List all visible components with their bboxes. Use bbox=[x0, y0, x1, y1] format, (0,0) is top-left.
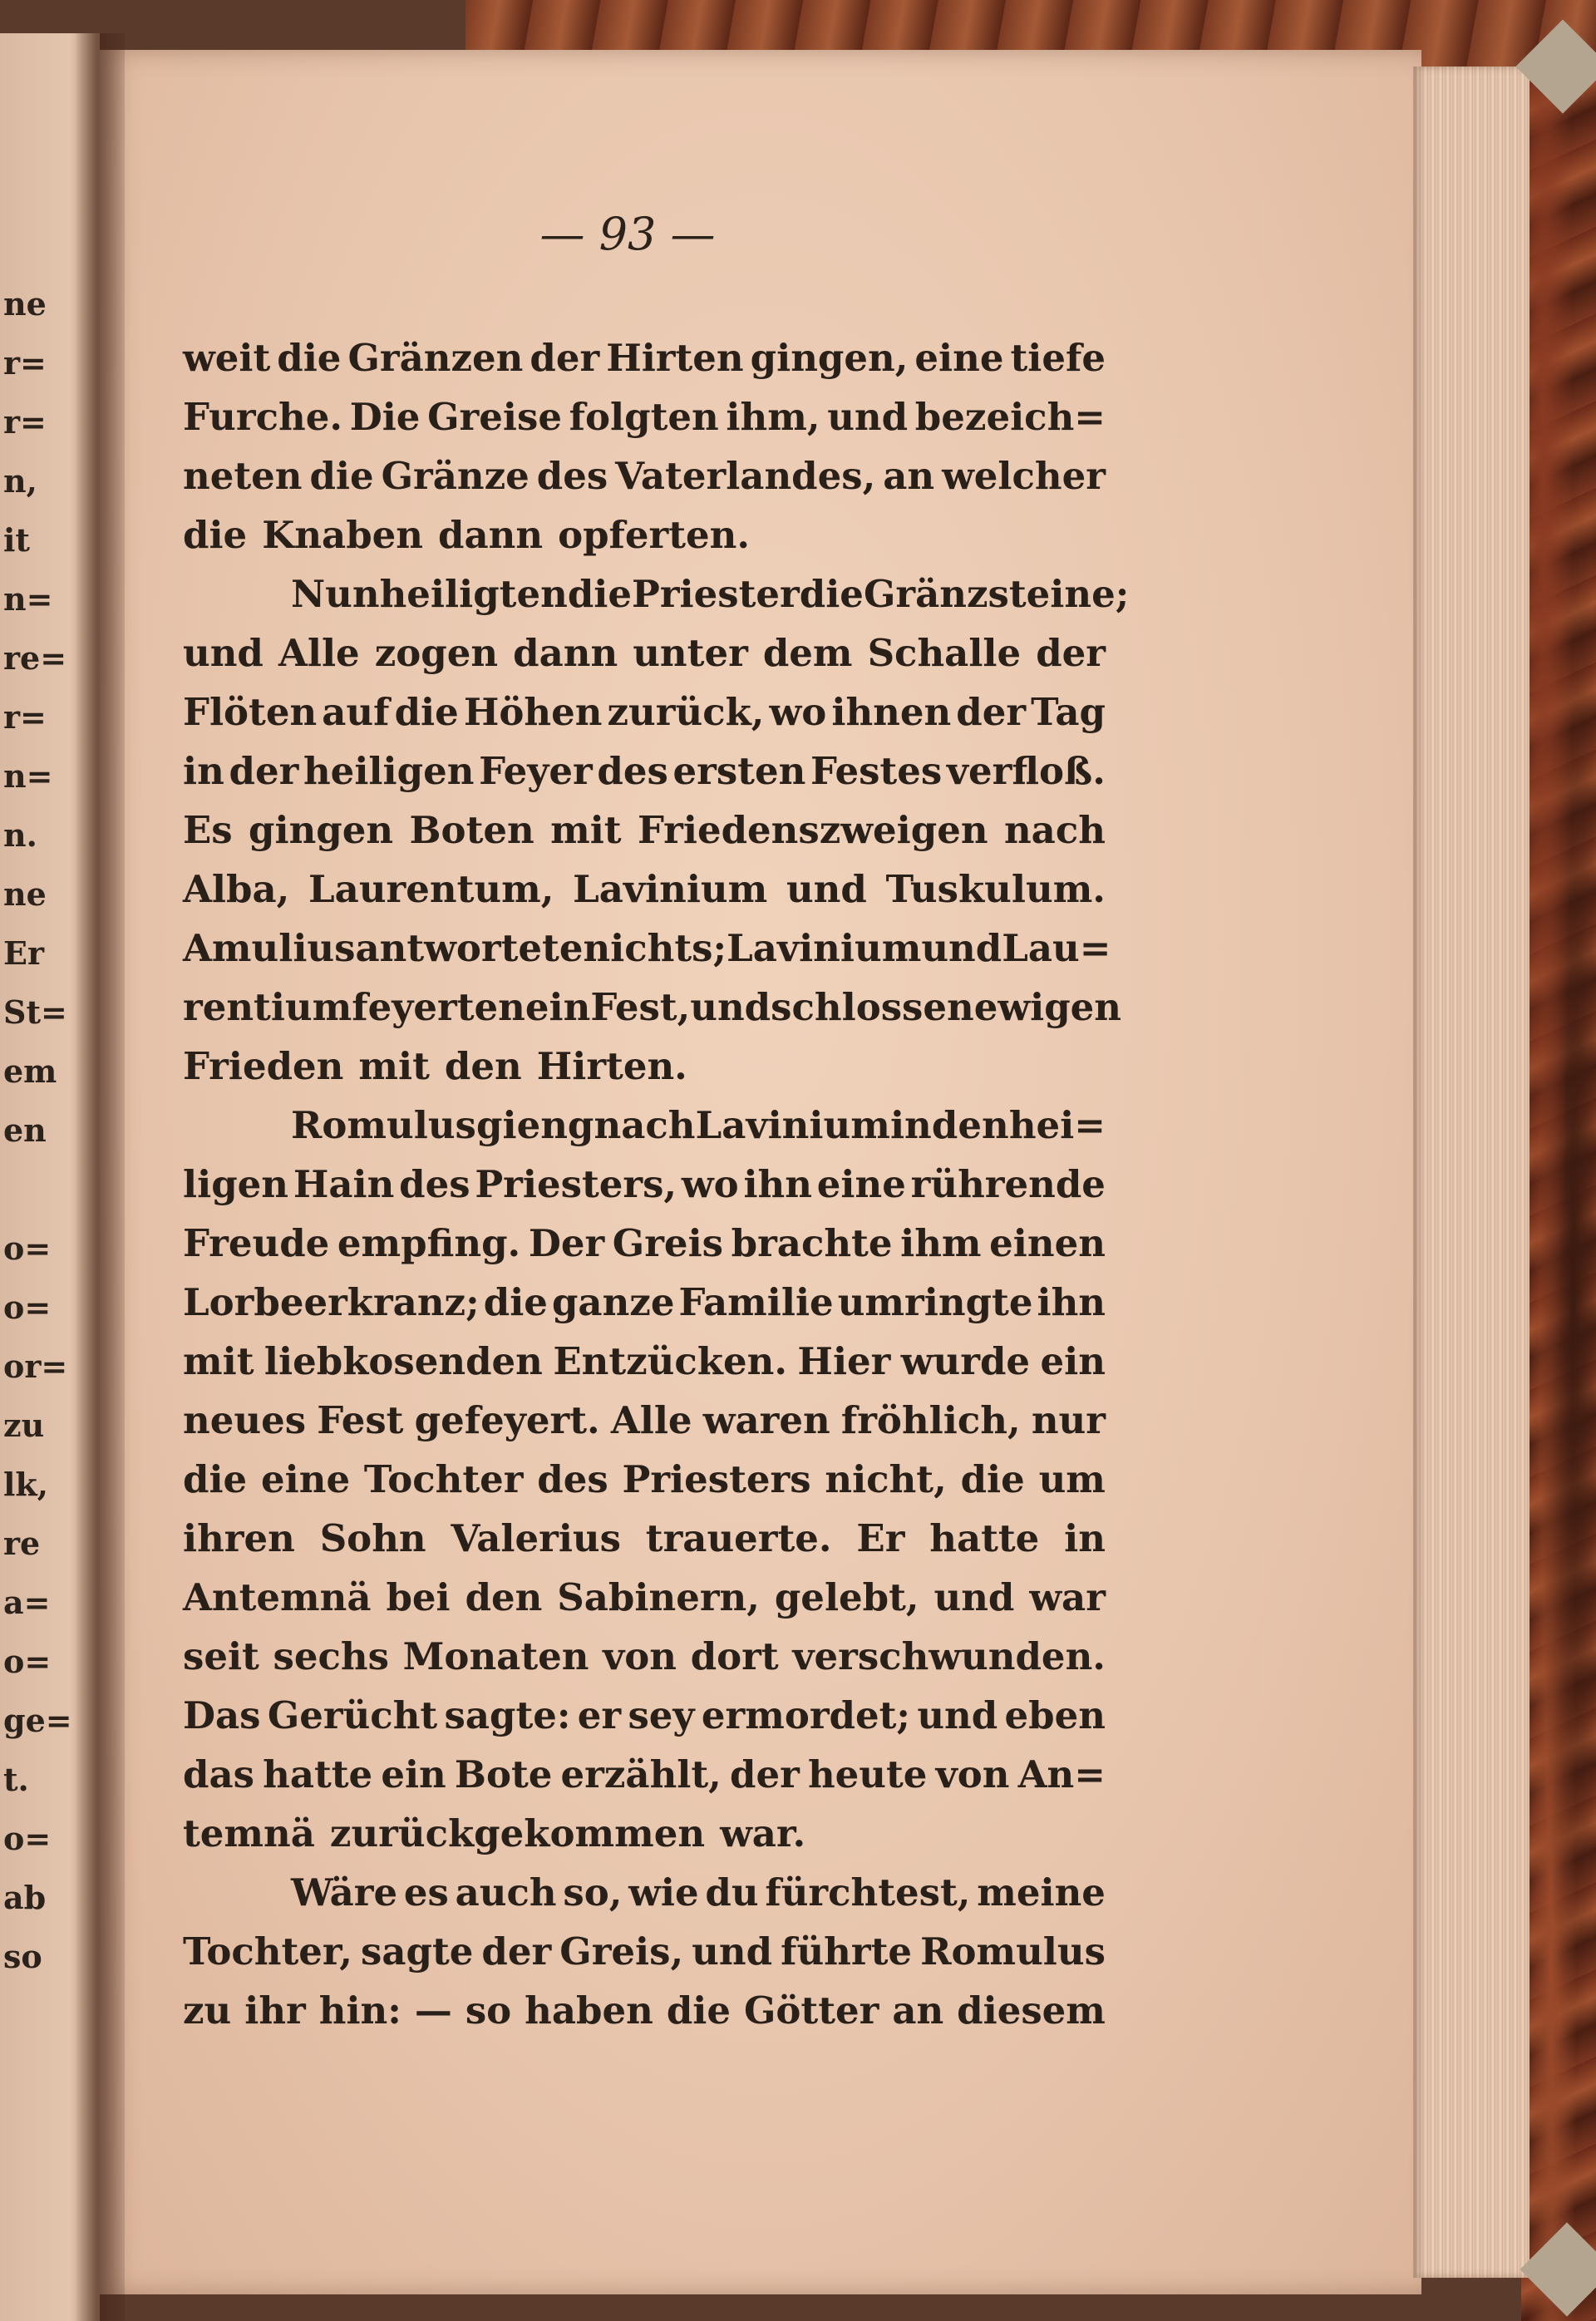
text-line: Frieden mit den Hirten. bbox=[183, 1044, 687, 1088]
left-page-fragment: n. bbox=[3, 816, 37, 854]
text-line: Antemnä bei den Sabinern, gelebt, und war bbox=[183, 1575, 1106, 1619]
text-line: weit die Gränzen der Hirten gingen, eine tiefe bbox=[183, 336, 1106, 380]
text-line: Tochter, sagte der Greis, und führte Romulus bbox=[183, 1929, 1106, 1974]
left-page-fragment: n= bbox=[3, 580, 53, 618]
text-line: neues Fest gefeyert. Alle waren fröhlich, nur bbox=[183, 1398, 1106, 1442]
left-page-fragment: n, bbox=[3, 462, 37, 500]
left-page-fragment: t. bbox=[3, 1761, 29, 1798]
left-page-fragment: o= bbox=[3, 1289, 52, 1326]
left-page-fragment: zu bbox=[3, 1407, 45, 1444]
left-page-fragment: re= bbox=[3, 639, 67, 677]
text-line: ligen Hain des Priesters, wo ihn eine rührende bbox=[183, 1162, 1106, 1206]
text-line: Romulus gieng nach Lavinium in den hei= bbox=[291, 1103, 1106, 1147]
text-line: ihren Sohn Valerius trauerte. Er hatte in bbox=[183, 1516, 1106, 1560]
left-page-fragment: or= bbox=[3, 1348, 68, 1385]
left-page-fragment: ge= bbox=[3, 1702, 72, 1739]
left-page-text-fragments bbox=[3, 274, 78, 1986]
book-gutter-shadow bbox=[75, 33, 125, 2321]
text-line: die eine Tochter des Priesters nicht, die um bbox=[183, 1457, 1106, 1501]
text-line: Furche. Die Greise folgten ihm, und bezeich= bbox=[183, 395, 1106, 439]
left-page-fragment: em bbox=[3, 1052, 57, 1090]
left-page-fragment: so bbox=[3, 1938, 42, 1975]
left-page-fragment: ne bbox=[3, 875, 47, 913]
left-page-fragment: St= bbox=[3, 993, 67, 1031]
left-page-fragment: re bbox=[3, 1525, 41, 1562]
left-page-fragment: o= bbox=[3, 1229, 52, 1267]
left-page-fragment bbox=[3, 1160, 78, 1219]
text-line: seit sechs Monaten von dort verschwunden. bbox=[183, 1634, 1106, 1678]
left-page-fragment: a= bbox=[3, 1584, 51, 1621]
left-page-fragment: n= bbox=[3, 757, 53, 795]
text-line: das hatte ein Bote erzählt, der heute von An= bbox=[183, 1752, 1106, 1796]
text-line: Alba, Laurentum, Lavinium und Tuskulum. bbox=[183, 867, 1106, 911]
text-line: die Knaben dann opferten. bbox=[183, 513, 751, 557]
text-line: Wäre es auch so, wie du fürchtest, meine bbox=[291, 1870, 1106, 1914]
book-cover-marbled bbox=[1521, 0, 1596, 2321]
text-line: Es gingen Boten mit Friedenszweigen nach bbox=[183, 808, 1106, 852]
text-line: neten die Gränze des Vaterlandes, an welcher bbox=[183, 454, 1106, 498]
left-page-fragment: r= bbox=[3, 403, 47, 441]
text-line: rentium feyerten ein Fest, und schlossen ewigen bbox=[183, 985, 1122, 1029]
text-line: Das Gerücht sagte: er sey ermordet; und eben bbox=[183, 1693, 1106, 1737]
left-page-fragment: ne bbox=[3, 285, 47, 323]
text-line: zu ihr hin: — so haben die Götter an diesem bbox=[183, 1988, 1106, 2033]
left-page-fragment: r= bbox=[3, 698, 47, 736]
text-line: Amulius antwortete nichts; Lavinium und Lau= bbox=[183, 926, 1111, 970]
text-line: Lorbeerkranz; die ganze Familie umringte ihn bbox=[183, 1280, 1106, 1324]
text-line: und Alle zogen dann unter dem Schalle der bbox=[183, 631, 1106, 675]
left-page-fragment: o= bbox=[3, 1820, 52, 1857]
left-page-fragment: lk, bbox=[3, 1466, 48, 1503]
left-page-fragment: Er bbox=[3, 934, 44, 972]
left-page-fragment: o= bbox=[3, 1643, 52, 1680]
text-line: Freude empfing. Der Greis brachte ihm einen bbox=[183, 1221, 1106, 1265]
text-line: temnä zurückgekommen war. bbox=[183, 1811, 806, 1855]
left-page-fragment: ab bbox=[3, 1879, 47, 1916]
page-number: — 93 — bbox=[539, 208, 716, 260]
left-page-fragment: it bbox=[3, 521, 30, 559]
left-page-fragment: r= bbox=[3, 344, 47, 382]
page-fore-edge bbox=[1413, 67, 1530, 2278]
text-line: Nun heiligten die Priester die Gränzsteine; bbox=[291, 572, 1130, 616]
text-line: mit liebkosenden Entzücken. Hier wurde ein bbox=[183, 1339, 1106, 1383]
body-text bbox=[183, 328, 1130, 2040]
text-line: Flöten auf die Höhen zurück, wo ihnen der Tag bbox=[183, 690, 1106, 734]
text-line: in der heiligen Feyer des ersten Festes verfloß. bbox=[183, 749, 1106, 793]
left-page-fragment: en bbox=[3, 1111, 47, 1149]
